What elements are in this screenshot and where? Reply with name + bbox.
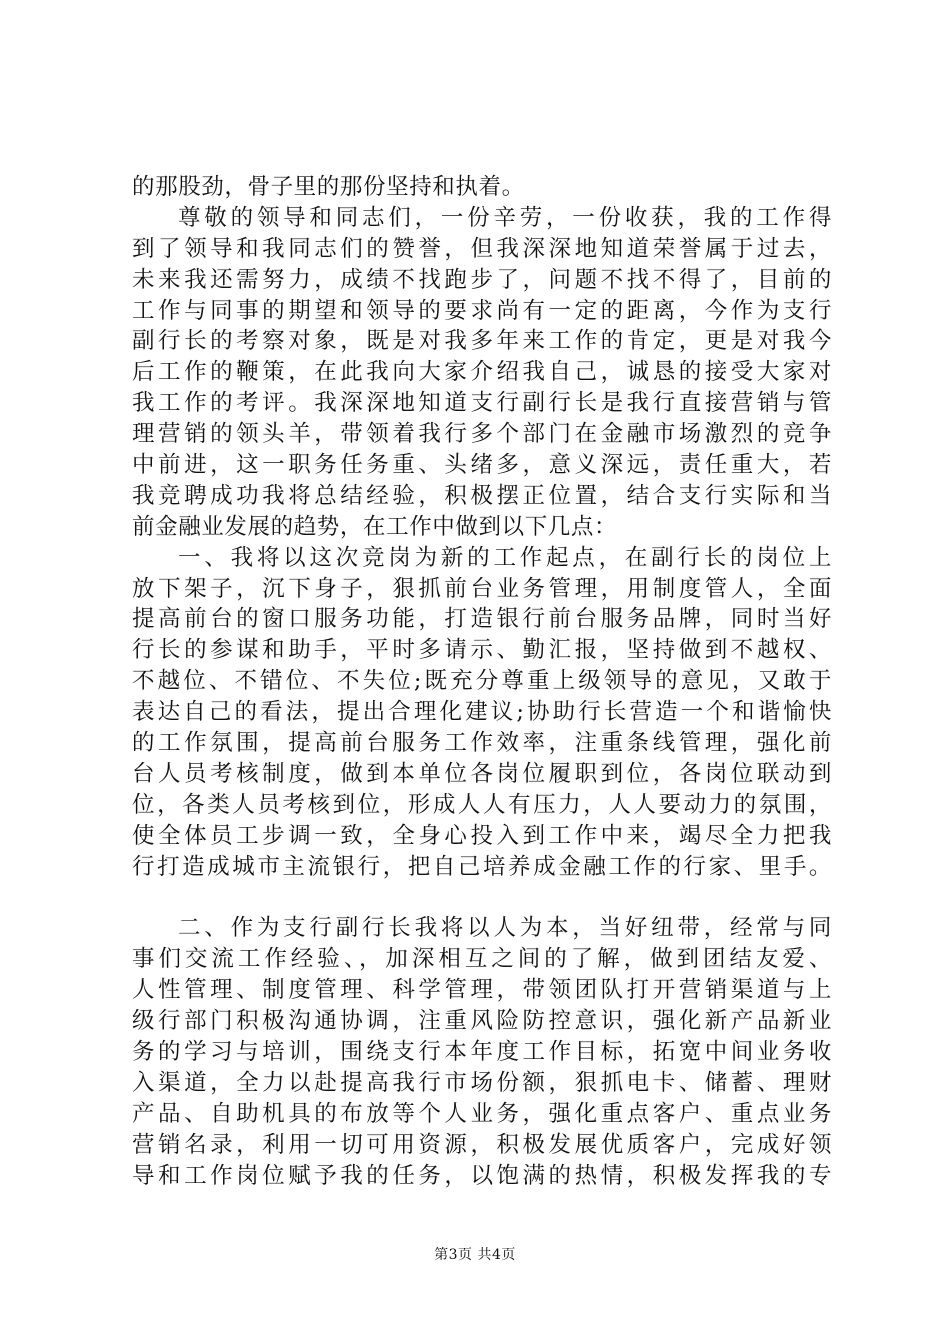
paragraph-line: 表达自己的看法，提出合理化建议;协助行长营造一个和谐愉快 — [132, 699, 832, 726]
page-footer — [0, 1244, 950, 1264]
paragraph-line: 务的学习与培训，围绕支行本年度工作目标，拓宽中间业务收 — [132, 1038, 832, 1065]
paragraph-line: 提高前台的窗口服务功能，打造银行前台服务品牌，同时当好 — [132, 606, 832, 633]
document-body — [132, 172, 832, 1191]
paragraph-line: 副行长的考察对象，既是对我多年来工作的肯定，更是对我今 — [132, 328, 832, 355]
paragraph-line: 级行部门积极沟通协调，注重风险防控意识，强化新产品新业 — [132, 1008, 832, 1035]
paragraph-line: 前金融业发展的趋势，在工作中做到以下几点： — [132, 513, 618, 540]
paragraph-line: 行打造成城市主流银行，把自己培养成金融工作的行家、里手。 — [132, 853, 832, 880]
paragraph-line: 理营销的领头羊，带领着我行多个部门在金融市场激烈的竞争 — [132, 421, 832, 448]
paragraph-line: 不越位、不错位、不失位;既充分尊重上级领导的意见，又敢于 — [132, 668, 832, 695]
paragraph-line: 行长的参谋和助手，平时多请示、勤汇报，坚持做到不越权、 — [132, 637, 832, 664]
paragraph-line: 我工作的考评。我深深地知道支行副行长是我行直接营销与管 — [132, 390, 832, 417]
paragraph-line: 的工作氛围，提高前台服务工作效率，注重条线管理，强化前 — [132, 730, 832, 757]
paragraph-line: 中前进，这一职务任务重、头绪多，意义深远，责任重大，若 — [132, 452, 832, 479]
paragraph-line: 事们交流工作经验、，加深相互之间的了解，做到团结友爱、 — [132, 946, 832, 973]
paragraph-line: 未来我还需努力，成绩不找跑步了，问题不找不得了，目前的 — [132, 266, 832, 293]
paragraph-spacer — [132, 882, 832, 913]
paragraph-line: 的那股劲，骨子里的那份坚持和执着。 — [132, 174, 525, 200]
paragraph-line: 营销名录，利用一切可用资源，积极发展优质客户，完成好领 — [132, 1131, 832, 1158]
paragraph-line: 二、作为支行副行长我将以人为本，当好纽带，经常与同 — [178, 915, 832, 942]
paragraph-line: 台人员考核制度，做到本单位各岗位履职到位，各岗位联动到 — [132, 760, 832, 787]
paragraph-line: 后工作的鞭策，在此我向大家介绍我自己，诚恳的接受大家对 — [132, 359, 832, 386]
paragraph-line: 尊敬的领导和同志们，一份辛劳，一份收获，我的工作得 — [178, 204, 832, 231]
paragraph-line: 使全体员工步调一致，全身心投入到工作中来，竭尽全力把我 — [132, 822, 832, 849]
paragraph-line: 放下架子，沉下身子，狠抓前台业务管理，用制度管人，全面 — [132, 575, 832, 602]
paragraph-line: 人性管理、制度管理、科学管理，带领团队打开营销渠道与上 — [132, 977, 832, 1004]
paragraph-line: 产品、自助机具的布放等个人业务，强化重点客户、重点业务 — [132, 1100, 832, 1127]
paragraph-line: 位，各类人员考核到位，形成人人有压力，人人要动力的氛围， — [132, 791, 832, 818]
paragraph-line: 工作与同事的期望和领导的要求尚有一定的距离，今作为支行 — [132, 297, 832, 324]
paragraph-line: 导和工作岗位赋予我的任务，以饱满的热情，积极发挥我的专 — [132, 1162, 832, 1189]
paragraph-line: 我竞聘成功我将总结经验，积极摆正位置，结合支行实际和当 — [132, 482, 832, 509]
page-number-label: 第3页 共4页 — [434, 1247, 516, 1263]
paragraph-line: 到了领导和我同志们的赞誉，但我深深地知道荣誉属于过去， — [132, 235, 832, 262]
paragraph-line: 一、我将以这次竞岗为新的工作起点，在副行长的岗位上 — [178, 544, 832, 571]
paragraph-line: 入渠道，全力以赴提高我行市场份额，狠抓电卡、储蓄、理财 — [132, 1069, 832, 1096]
